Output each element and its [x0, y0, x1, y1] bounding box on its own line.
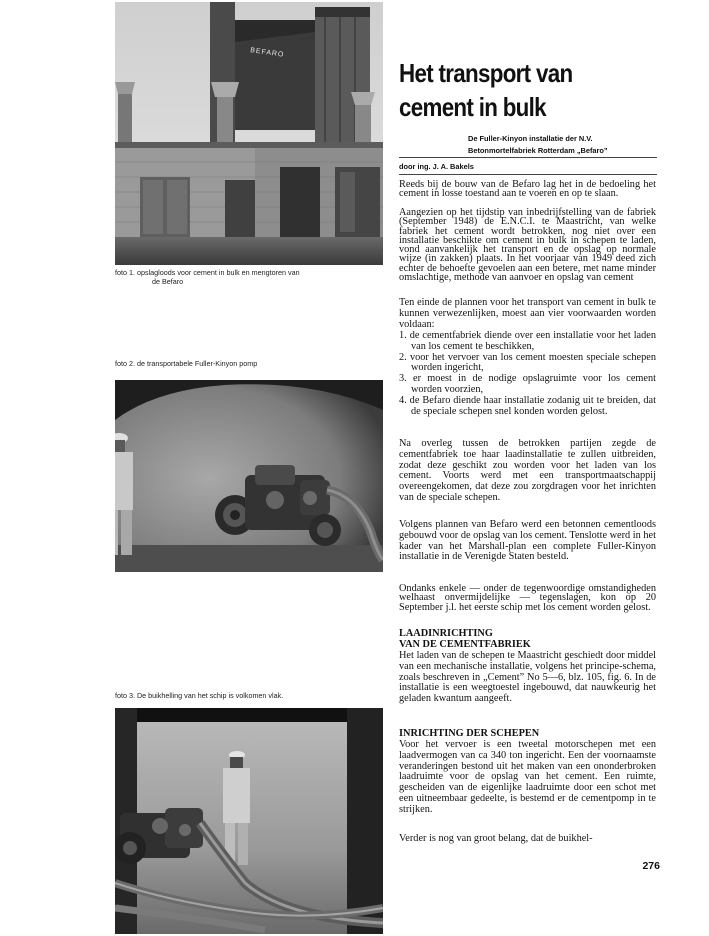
paragraph-5: Volgens plannen van Befaro werd een betonnen cementloods gebouwd voor de opslag van los cement. Tenslotte werd in het kader van het Marshall-plan een complete Fuller-Kinyon installatie in de Verenigde Staten besteld. [399, 519, 656, 563]
paragraph-2: Aangezien op het tijdstip van inbedrijfstelling van de fabriek (September 1948) de E.N.C.I. te Maastricht, van welke fabriek het cement wordt betrokken, nog niet over een installatie beschikte om cement in bulk in schepen te laden, vond aanvankelijk het transport en de opslag op normale wijze (in zakken) plaats. In het voorjaar van 1949 deed zich echter de behoefte gevoelen aan een betere, met name minder omslachtige, methode van aanvoer en opslag van cement [399, 207, 656, 284]
photo-1-caption [115, 268, 355, 286]
photo-1-caption-line1: foto 1. opslagloods voor cement in bulk en mengtoren van [115, 268, 300, 277]
paragraph-1: Reeds bij de bouw van de Befaro lag het in de bedoeling het cement in losse toestand aan te voeren en op te slaan. [399, 179, 656, 200]
photo-3-caption: foto 3. De buikhelling van het schip is volkomen vlak. [115, 691, 284, 700]
article-title [399, 56, 657, 124]
photo-fuller-kinyon-pump [115, 380, 383, 572]
article-title-line2: cement in bulk [399, 92, 546, 122]
photo-storage-shed-image [115, 2, 383, 265]
header-divider [399, 157, 657, 158]
author-divider [399, 174, 657, 175]
photo-ship-hold-image [115, 708, 383, 934]
befaro-sign: BEFARO [249, 47, 285, 59]
paragraph-4: Na overleg tussen de betrokken partijen zegde de cementfabriek toe haar laadinstallatie te zullen uitbreiden, zodat deze geschikt zou worden voor het laden van los cement. Voorts werd met een transportmaatschappij overeengekomen, dat deze zou zorgdragen voor het inrichten van de speciale schepen. [399, 438, 656, 503]
list-item: 1. de cementfabriek diende over een installatie voor het laden van los cement te beschikken, [399, 330, 656, 352]
paragraph-6: Ondanks enkele — onder de tegenwoordige omstandigheden welhaast onvermijdelijke — tegenslagen, kon op 20 September j.l. het eerste schip met los cement worden gelost. [399, 583, 656, 613]
heading-inrichting-schepen: INRICHTING DER SCHEPEN [399, 728, 540, 739]
conditions-list [399, 331, 656, 417]
heading-laadinrichting [399, 628, 657, 650]
list-item: 4. de Befaro diende haar installatie zodanig uit te breiden, dat de speciale schepen snel konden worden gelost. [399, 394, 656, 417]
article-title-line1: Het transport van [399, 58, 573, 88]
photo-fuller-kinyon-pump-image [115, 380, 383, 572]
photo-ship-hold [115, 708, 383, 934]
heading-laadinrichting-line1: LAADINRICHTING [399, 628, 493, 639]
paragraph-7: Het laden van de schepen te Maastricht geschiedt door middel van een mechanische installatie, volgens het principe-schema, zoals beschreven in „Cement” No 5—6, blz. 105, fig. 6. In de installatie is een weegtoestel ingebouwd, dat nauwkeurig het geladen kwantum aangeeft. [399, 650, 656, 705]
photo-1-caption-line2: de Befaro [152, 277, 184, 286]
article-subtitle [468, 133, 688, 157]
article-subtitle-line2: Betonmortelfabriek Rotterdam „Befaro” [468, 146, 608, 155]
paragraph-9: Verder is nog van groot belang, dat de buikhel- [399, 833, 593, 844]
list-item: 2. voor het vervoer van los cement moesten speciale schepen worden ingericht, [399, 351, 656, 374]
list-item: 3. er moest in de nodige opslagruimte voor los cement worden voorzien, [399, 373, 656, 395]
page-number: 276 [642, 860, 660, 872]
article-author: door ing. J. A. Bakels [399, 162, 474, 171]
article-subtitle-line1: De Fuller-Kinyon installatie der N.V. [468, 134, 593, 143]
photo-2-caption: foto 2. de transportabele Fuller-Kinyon pomp [115, 359, 258, 368]
photo-storage-shed [115, 2, 383, 265]
heading-laadinrichting-line2: VAN DE CEMENTFABRIEK [399, 639, 531, 650]
paragraph-3: Ten einde de plannen voor het transport van cement in bulk te kunnen verwezenlijken, moest aan vier voorwaarden worden voldaan: [399, 297, 656, 330]
paragraph-8: Voor het vervoer is een tweetal motorschepen met een laadvermogen van ca 340 ton ingericht. Een der voornaamste veranderingen bestond uit het maken van een ononderbroken laadruimte voor de opslag van het cement. Een ruimte, gescheiden van de eigenlijke laadruimte door een schot met een uitneembaar gedeelte, is bestemd er de cementpomp in te strijken. [399, 739, 656, 815]
